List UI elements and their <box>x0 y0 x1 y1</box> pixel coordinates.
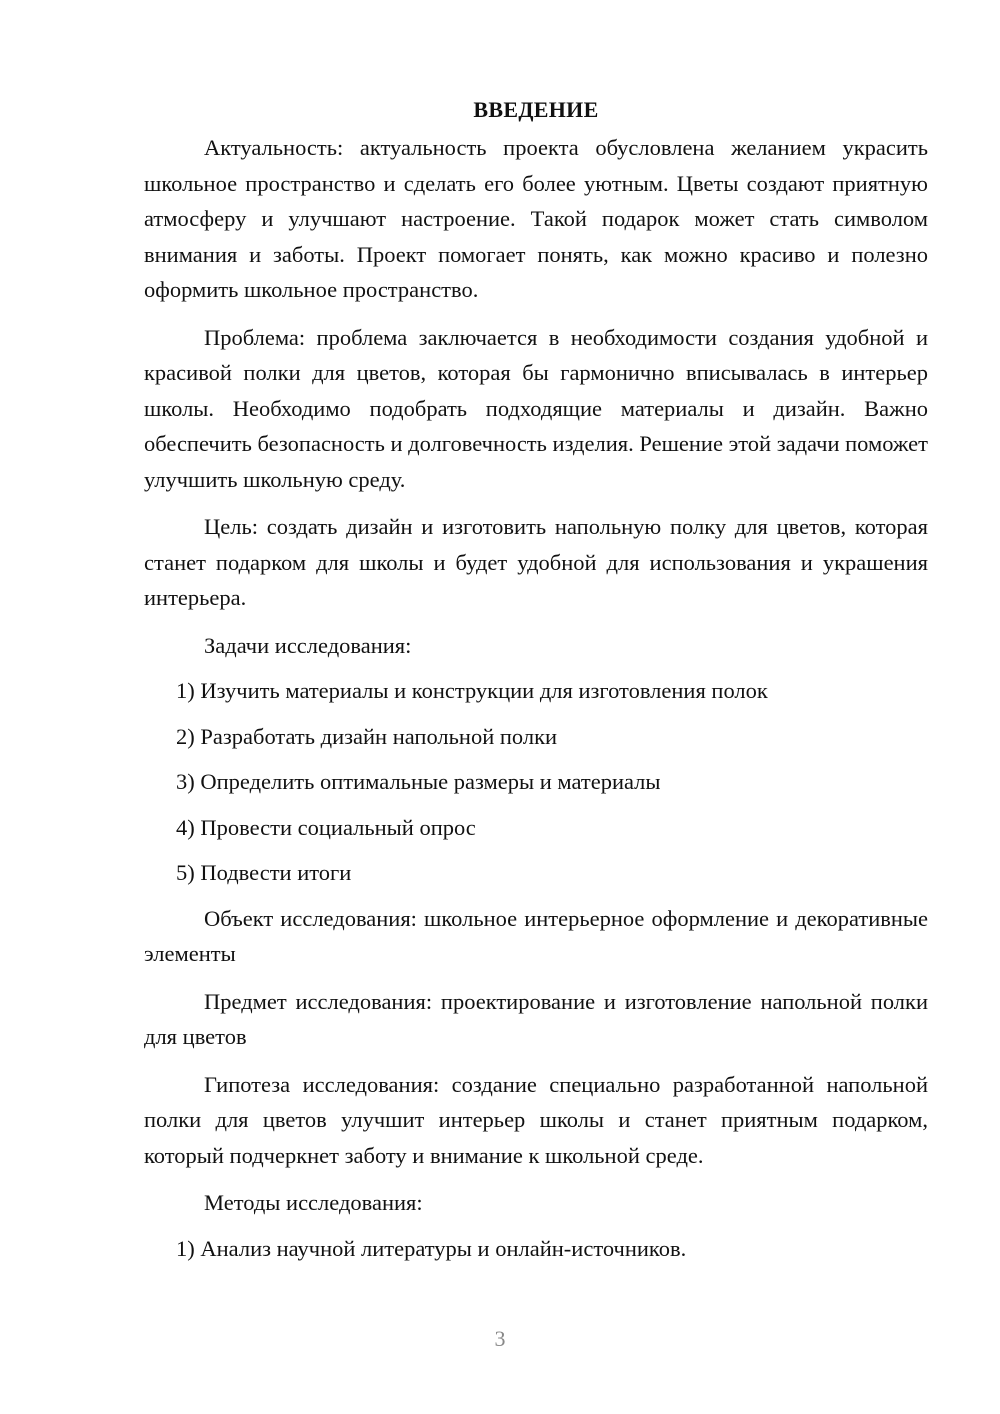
methods-list <box>144 1231 928 1267</box>
list-item: 1) Анализ научной литературы и онлайн-источников. <box>176 1235 687 1261</box>
methods-heading: Методы исследования: <box>204 1190 423 1215</box>
goal-paragraph: Цель: создать дизайн и изготовить напольную полку для цветов, которая станет подарком для школы и будет удобной для использования и украшения интерьера. <box>144 514 928 610</box>
list-item: 2) Разработать дизайн напольной полки <box>176 723 558 749</box>
list-item: 1) Изучить материалы и конструкции для изготовления полок <box>176 678 768 703</box>
tasks-list <box>144 673 928 891</box>
section-title: ВВЕДЕНИЕ <box>473 97 599 122</box>
page-number: 3 <box>494 1326 506 1351</box>
list-item: 5) Подвести итоги <box>176 860 352 885</box>
subject-paragraph: Предмет исследования: проектирование и изготовление напольной полки для цветов <box>144 988 928 1049</box>
list-item: 3) Определить оптимальные размеры и материалы <box>176 769 661 794</box>
list-item: 4) Провести социальный опрос <box>176 814 476 840</box>
relevance-paragraph: Актуальность: актуальность проекта обусловлена желанием украсить школьное пространство и сделать его более уютным. Цветы создают приятную атмосферу и улучшают настроение. Такой подарок может стать символом внимания и заботы. Проект помогает понять, как можно красиво и полезно оформить школьное пространство. <box>144 135 928 302</box>
tasks-heading: Задачи исследования: <box>204 632 412 658</box>
problem-paragraph: Проблема: проблема заключается в необходимости создания удобной и красивой полки для цветов, которая бы гармонично вписывалась в интерьер школы. Необходимо подобрать подходящие материалы и дизайн. Важно обеспечить безопасность и долговечность изделия. Решение этой задачи поможет улучшить школьную среду. <box>144 324 928 492</box>
hypothesis-paragraph: Гипотеза исследования: создание специально разработанной напольной полки для цветов улучшит интерьер школы и станет приятным подарком, который подчеркнет заботу и внимание к школьной среде. <box>144 1071 928 1168</box>
object-paragraph: Объект исследования: школьное интерьерное оформление и декоративные элементы <box>144 905 928 966</box>
document-page <box>144 92 928 1276</box>
